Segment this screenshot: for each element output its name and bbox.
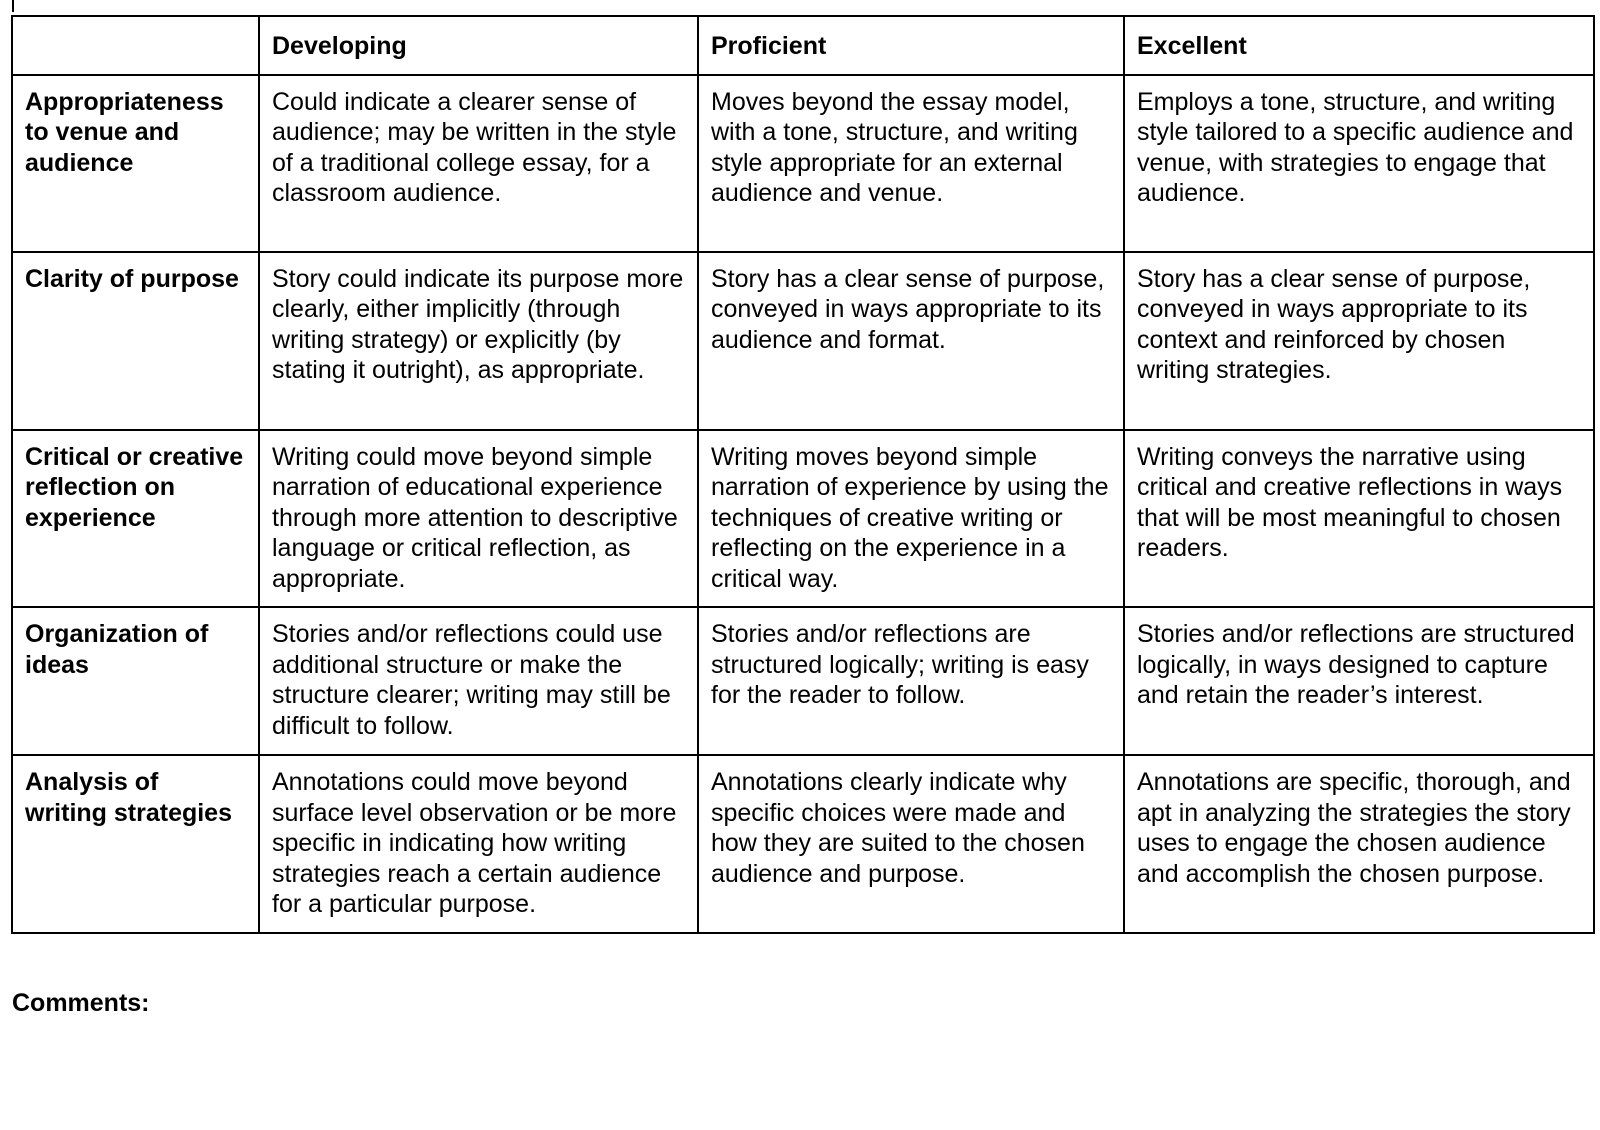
excellent-cell: Stories and/or reflections are structured logically, in ways designed to capture and retain the reader’s interest. [1124,607,1594,755]
developing-cell: Annotations could move beyond surface level observation or be more specific in indicating how writing strategies reach a certain audience for a particular purpose. [259,755,698,933]
header-proficient: Proficient [698,16,1124,75]
text-cursor [12,0,14,12]
excellent-cell: Writing conveys the narrative using critical and creative reflections in ways that will be most meaningful to chosen readers. [1124,430,1594,608]
criterion-cell: Organization of ideas [12,607,259,755]
proficient-cell: Story has a clear sense of purpose, conveyed in ways appropriate to its audience and format. [698,252,1124,430]
table-row [12,252,1594,430]
developing-cell: Writing could move beyond simple narration of educational experience through more attention to descriptive language or critical reflection, as appropriate. [259,430,698,608]
excellent-cell: Employs a tone, structure, and writing style tailored to a specific audience and venue, with strategies to engage that audience. [1124,75,1594,252]
criterion-cell: Analysis of writing strategies [12,755,259,933]
excellent-cell: Annotations are specific, thorough, and apt in analyzing the strategies the story uses to engage the chosen audience and accomplish the chosen purpose. [1124,755,1594,933]
proficient-cell: Writing moves beyond simple narration of experience by using the techniques of creative writing or reflecting on the experience in a critical way. [698,430,1124,608]
criterion-cell: Clarity of purpose [12,252,259,430]
rubric-table [11,15,1595,934]
developing-cell: Story could indicate its purpose more clearly, either implicitly (through writing strategy) or explicitly (by stating it outright), as appropriate. [259,252,698,430]
comments-label: Comments: [12,989,150,1017]
criterion-cell: Appropriateness to venue and audience [12,75,259,252]
proficient-cell: Stories and/or reflections are structured logically; writing is easy for the reader to follow. [698,607,1124,755]
developing-cell: Could indicate a clearer sense of audience; may be written in the style of a traditional college essay, for a classroom audience. [259,75,698,252]
criterion-cell: Critical or creative reflection on experience [12,430,259,608]
header-row [12,16,1594,75]
excellent-cell: Story has a clear sense of purpose, conveyed in ways appropriate to its context and reinforced by chosen writing strategies. [1124,252,1594,430]
header-corner-cell [12,16,259,75]
table-row [12,607,1594,755]
header-excellent: Excellent [1124,16,1594,75]
proficient-cell: Annotations clearly indicate why specific choices were made and how they are suited to the chosen audience and purpose. [698,755,1124,933]
header-developing: Developing [259,16,698,75]
developing-cell: Stories and/or reflections could use additional structure or make the structure clearer; writing may still be difficult to follow. [259,607,698,755]
table-row [12,755,1594,933]
table-row [12,430,1594,608]
table-row [12,75,1594,252]
proficient-cell: Moves beyond the essay model, with a tone, structure, and writing style appropriate for an external audience and venue. [698,75,1124,252]
